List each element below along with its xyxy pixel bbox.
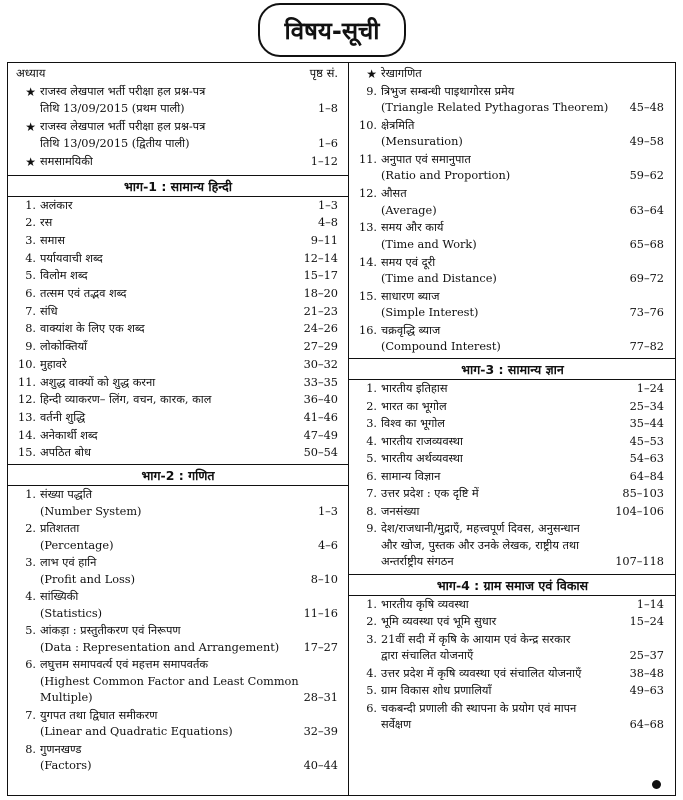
part1-heading: भाग-1 : सामान्य हिन्दी xyxy=(124,178,232,194)
column-header-chapter: अध्याय xyxy=(16,66,46,80)
chapter-title: समास xyxy=(40,233,65,247)
chapter-number: 9. xyxy=(366,84,377,98)
page-range: 1–12 xyxy=(310,155,338,168)
chapter-number: 10. xyxy=(18,357,36,371)
chapter-number: 9. xyxy=(25,340,36,354)
page-range: 107–118 xyxy=(615,555,664,569)
chapter-number: 12. xyxy=(18,393,36,407)
chapter-title: अनुपात एवं समानुपात xyxy=(381,152,471,166)
page-range: 77–82 xyxy=(629,340,664,354)
page-range: 64–68 xyxy=(629,718,664,732)
chapter-title: संख्या पद्धति xyxy=(40,488,93,501)
chapter-title: Multiple) xyxy=(40,691,93,704)
chapter-title: देश/राजधानी/मुद्राएँ, महत्त्वपूर्ण दिवस, अनुसन्धान xyxy=(381,522,580,536)
page-range: 21–23 xyxy=(303,304,338,318)
page-range: 18–20 xyxy=(303,287,338,300)
page-range: 24–26 xyxy=(303,322,338,336)
chapter-title: प्रतिशतता xyxy=(40,522,80,535)
chapter-number: 1. xyxy=(366,382,377,396)
section-rule xyxy=(8,464,348,465)
chapter-number: 8. xyxy=(25,742,36,756)
page-range: 1–3 xyxy=(317,504,338,518)
page-range: 25–37 xyxy=(629,649,664,663)
chapter-title: (Statistics) xyxy=(40,606,103,620)
page-range: 27–29 xyxy=(303,340,338,354)
chapter-number: 6. xyxy=(25,658,36,671)
chapter-number: 14. xyxy=(359,255,377,269)
chapter-number: 4. xyxy=(366,666,377,680)
page-range: 85–103 xyxy=(622,487,664,501)
page-range: 59–62 xyxy=(629,169,664,183)
chapter-number: 2. xyxy=(366,399,377,413)
star-icon: ★ xyxy=(25,155,36,169)
chapter-title: जनसंख्या xyxy=(381,504,420,518)
chapter-number: 6. xyxy=(366,469,377,483)
chapter-number: 11. xyxy=(359,152,377,166)
chapter-number: 7. xyxy=(366,487,377,501)
page-range: 104–106 xyxy=(615,504,664,518)
section-rule xyxy=(8,196,348,197)
chapter-number: 7. xyxy=(25,304,36,318)
star-icon: ★ xyxy=(366,67,377,81)
chapter-number: 1. xyxy=(25,488,36,501)
chapter-number: 1. xyxy=(25,198,36,212)
page-range: 40–44 xyxy=(303,759,338,772)
chapter-title: तिथि 13/09/2015 (द्वितीय पाली) xyxy=(40,136,190,150)
chapter-title: (Time and Work) xyxy=(381,237,477,251)
page-range: 50–54 xyxy=(303,446,338,460)
chapter-number: 1. xyxy=(366,597,377,611)
chapter-title: युगपत तथा द्विघात समीकरण xyxy=(40,708,158,722)
chapter-number: 8. xyxy=(366,504,377,518)
page-range: 65–68 xyxy=(629,237,664,251)
chapter-title: रेखागणित xyxy=(381,67,422,80)
chapter-title: चक्रवृद्धि ब्याज xyxy=(381,323,441,337)
chapter-title: वाक्यांश के लिए एक शब्द xyxy=(40,322,145,336)
page-range: 38–48 xyxy=(629,666,664,680)
page-range: 63–64 xyxy=(629,203,664,217)
chapter-title: लघुत्तम समापवर्त्य एवं महत्तम समापवर्तक xyxy=(40,658,209,671)
page-range: 45–53 xyxy=(629,434,664,448)
chapter-title: रस xyxy=(40,216,53,230)
page-range: 64–84 xyxy=(629,469,664,483)
chapter-title: (Data : Representation and Arrangement) xyxy=(40,640,280,654)
page-range: 41–46 xyxy=(303,410,338,424)
chapter-title: (Average) xyxy=(381,203,437,217)
chapter-title: औसत xyxy=(381,187,407,201)
chapter-title: तत्सम एवं तद्भव शब्द xyxy=(40,287,127,300)
chapter-number: 5. xyxy=(366,452,377,466)
chapter-number: 14. xyxy=(18,428,36,442)
chapter-title: समय एवं दूरी xyxy=(381,255,436,269)
page-range: 15–17 xyxy=(303,269,338,283)
chapter-number: 16. xyxy=(359,323,377,337)
chapter-title: उत्तर प्रदेश : एक दृष्टि में xyxy=(381,487,479,501)
chapter-number: 5. xyxy=(25,624,36,637)
chapter-number: 6. xyxy=(25,287,36,300)
page-range: 1–3 xyxy=(317,198,338,212)
chapter-title: मुहावरे xyxy=(40,357,67,371)
chapter-number: 8. xyxy=(25,322,36,336)
page-range: 9–11 xyxy=(310,233,338,247)
page-range: 33–35 xyxy=(303,375,338,389)
page-range: 15–24 xyxy=(629,615,664,629)
chapter-title: (Linear and Quadratic Equations) xyxy=(40,725,233,738)
chapter-title: (Compound Interest) xyxy=(381,340,501,354)
chapter-title: 21वीं सदी में कृषि के आयाम एवं केन्द्र सरकार xyxy=(381,632,571,646)
chapter-number: 13. xyxy=(18,410,36,424)
chapter-title: भारत का भूगोल xyxy=(381,399,447,413)
chapter-number: 11. xyxy=(18,375,36,389)
chapter-title: क्षेत्रमिति xyxy=(381,118,415,132)
chapter-title: भूमि व्यवस्था एवं भूमि सुधार xyxy=(381,615,497,629)
page-range: 4–8 xyxy=(317,216,338,230)
chapter-title: गुणनखण्ड xyxy=(40,742,82,756)
chapter-title: साधारण ब्याज xyxy=(381,289,440,303)
chapter-title: अनेकार्थी शब्द xyxy=(40,428,98,442)
page-range: 54–63 xyxy=(629,452,664,466)
page-range: 1–6 xyxy=(317,136,338,150)
page-range: 25–34 xyxy=(629,399,664,413)
chapter-number: 4. xyxy=(25,251,36,265)
chapter-title: (Simple Interest) xyxy=(381,306,479,320)
chapter-number: 2. xyxy=(25,522,36,535)
chapter-number: 2. xyxy=(25,216,36,230)
chapter-number: 3. xyxy=(25,233,36,247)
chapter-title: संधि xyxy=(40,304,58,318)
chapter-number: 4. xyxy=(25,590,36,603)
chapter-number: 15. xyxy=(18,446,36,460)
chapter-title: भारतीय कृषि व्यवस्था xyxy=(381,597,469,611)
section-rule xyxy=(349,379,676,380)
section-rule xyxy=(349,595,676,596)
chapter-title: (Number System) xyxy=(40,504,142,518)
chapter-title: सर्वेक्षण xyxy=(381,718,412,732)
chapter-title: (Time and Distance) xyxy=(381,272,497,285)
page-range: 28–31 xyxy=(303,691,338,704)
end-bullet xyxy=(652,780,661,789)
chapter-title: लोकोक्तियाँ xyxy=(40,340,88,354)
chapter-number: 5. xyxy=(25,269,36,283)
chapter-title: उत्तर प्रदेश में कृषि व्यवस्था एवं संचालित योजनाएँ xyxy=(381,666,582,680)
page-range: 45–48 xyxy=(629,101,664,114)
chapter-title: समसामयिकी xyxy=(40,155,93,168)
chapter-title: (Triangle Related Pythagoras Theorem) xyxy=(381,101,609,114)
chapter-title: चकबन्दी प्रणाली की स्थापना के प्रयोग एवं मापन xyxy=(381,701,577,715)
chapter-title: (Ratio and Proportion) xyxy=(381,169,511,183)
chapter-title: (Percentage) xyxy=(40,538,114,552)
part4-heading: भाग-4 : ग्राम समाज एवं विकास xyxy=(436,577,589,593)
section-rule xyxy=(8,485,348,486)
chapter-title: आंकड़ा : प्रस्तुतीकरण एवं निरूपण xyxy=(40,624,181,637)
chapter-number: 4. xyxy=(366,434,377,448)
page-range: 1–8 xyxy=(317,101,338,115)
page-range: 4–6 xyxy=(317,538,338,552)
chapter-number: 15. xyxy=(359,289,377,303)
page-range: 73–76 xyxy=(629,306,664,320)
chapter-title: विश्व का भूगोल xyxy=(381,417,445,431)
chapter-number: 13. xyxy=(359,221,377,235)
page-range: 30–32 xyxy=(303,357,338,371)
page-range: 69–72 xyxy=(629,272,664,285)
page-range: 11–16 xyxy=(303,606,338,620)
chapter-title: अशुद्ध वाक्यों को शुद्ध करना xyxy=(40,375,156,389)
page-range: 17–27 xyxy=(303,640,338,654)
chapter-title: तिथि 13/09/2015 (प्रथम पाली) xyxy=(40,101,185,115)
section-rule xyxy=(8,175,348,176)
chapter-number: 3. xyxy=(366,417,377,431)
chapter-number: 12. xyxy=(359,187,377,201)
page-title: विषय-सूची xyxy=(258,3,406,57)
page-range: 49–63 xyxy=(629,684,664,698)
column-divider xyxy=(348,63,349,795)
chapter-number: 10. xyxy=(359,118,377,132)
chapter-title: भारतीय राजव्यवस्था xyxy=(381,434,463,448)
chapter-number: 3. xyxy=(366,632,377,646)
chapter-title: सांख्यिकी xyxy=(40,590,79,603)
chapter-title: त्रिभुज सम्बन्धी पाइथागोरस प्रमेय xyxy=(381,84,515,98)
chapter-title: अलंकार xyxy=(40,198,73,212)
chapter-title: राजस्व लेखपाल भर्ती परीक्षा हल प्रश्न-पत्र xyxy=(40,85,206,98)
chapter-title: सामान्य विज्ञान xyxy=(381,469,441,483)
chapter-title: ग्राम विकास शोध प्रणालियाँ xyxy=(381,684,492,698)
chapter-title: द्वारा संचालित योजनाएँ xyxy=(381,649,474,663)
chapter-number: 7. xyxy=(25,708,36,722)
chapter-title: और खोज, पुस्तक और उनके लेखक, राष्ट्रीय तथा xyxy=(381,538,580,552)
chapter-title: भारतीय अर्थव्यवस्था xyxy=(381,452,463,466)
page-range: 32–39 xyxy=(303,725,338,738)
chapter-title: विलोम शब्द xyxy=(40,269,88,283)
chapter-number: 9. xyxy=(366,522,377,536)
chapter-title: वर्तनी शुद्धि xyxy=(40,410,86,424)
chapter-number: 6. xyxy=(366,701,377,715)
column-header-page: पृष्ठ सं. xyxy=(309,66,338,80)
chapter-title: अन्तर्राष्ट्रीय संगठन xyxy=(381,555,454,569)
page-range: 35–44 xyxy=(629,417,664,431)
chapter-title: (Highest Common Factor and Least Common xyxy=(40,674,299,688)
chapter-title: समय और कार्य xyxy=(381,221,444,235)
section-rule xyxy=(349,358,676,359)
chapter-title: भारतीय इतिहास xyxy=(381,382,448,396)
chapter-title: लाभ एवं हानि xyxy=(40,556,97,569)
part3-heading: भाग-3 : सामान्य ज्ञान xyxy=(461,362,564,378)
chapter-title: (Factors) xyxy=(40,759,92,772)
chapter-number: 5. xyxy=(366,684,377,698)
chapter-number: 2. xyxy=(366,615,377,629)
section-rule xyxy=(349,574,676,575)
page-range: 1–24 xyxy=(636,382,664,396)
chapter-number: 3. xyxy=(25,556,36,569)
chapter-title: हिन्दी व्याकरण– लिंग, वचन, कारक, काल xyxy=(40,393,212,407)
chapter-title: अपठित बोध xyxy=(40,446,91,460)
part2-heading: भाग-2 : गणित xyxy=(141,468,215,483)
page-range: 47–49 xyxy=(303,428,338,442)
star-icon: ★ xyxy=(25,85,36,99)
chapter-title: पर्यायवाची शब्द xyxy=(40,251,103,265)
page-range: 36–40 xyxy=(303,393,338,407)
toc-frame xyxy=(7,62,676,796)
star-icon: ★ xyxy=(25,120,36,134)
chapter-title: (Mensuration) xyxy=(381,135,463,149)
page-range: 12–14 xyxy=(303,251,338,265)
page-range: 8–10 xyxy=(310,572,338,586)
page-range: 1–14 xyxy=(636,597,664,611)
chapter-title: (Profit and Loss) xyxy=(40,572,136,586)
page-range: 49–58 xyxy=(629,135,664,149)
chapter-title: राजस्व लेखपाल भर्ती परीक्षा हल प्रश्न-पत्र xyxy=(40,120,206,133)
